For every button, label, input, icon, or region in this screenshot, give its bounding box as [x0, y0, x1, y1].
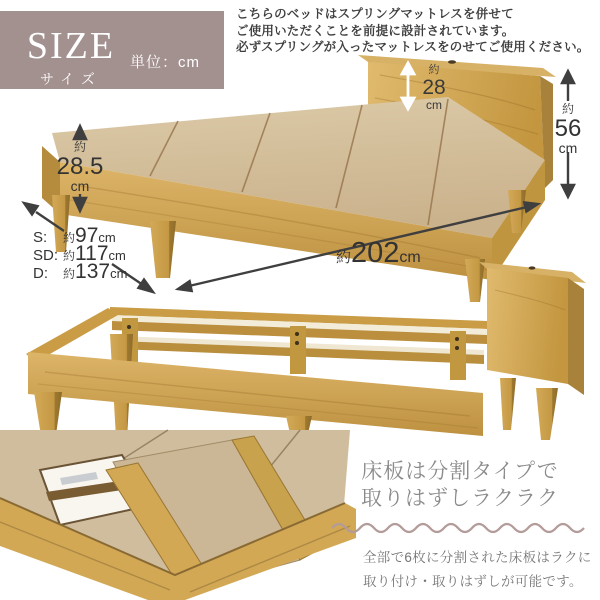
length-label: 約202cm — [336, 237, 421, 269]
width-row-single: S: 約97cm — [33, 224, 116, 247]
arrow-headboard-height — [402, 63, 414, 109]
size-header-box — [0, 11, 224, 89]
total-height-label: 約 56 cm — [554, 102, 582, 156]
floorboard-description-line: 取り付け・取りはずしが可能です。 — [363, 574, 583, 589]
floorboard-title-line: 取りはずしラクラク — [361, 486, 559, 510]
width-row-double: D: 約137cm — [33, 260, 128, 283]
usage-note — [236, 6, 596, 56]
width-labels — [33, 224, 128, 283]
width-row-semidouble: SD: 約117cm — [33, 242, 126, 265]
usage-note-line: ご使用いただくことを前提に設計されています。 — [236, 23, 515, 38]
floorboard-description — [363, 546, 595, 594]
size-title: SIZE — [26, 25, 116, 67]
floorboard-description-line: 全部で6枚に分割された床板はラクに — [363, 550, 592, 565]
wavy-divider — [332, 524, 584, 532]
usage-note-line: こちらのベッドはスプリングマットレスを併せて — [236, 7, 514, 21]
usage-note-line: 必ずスプリングが入ったマットレスをのせてご使用ください。 — [236, 40, 590, 54]
floorboard-title-line: 床板は分割タイプで — [361, 459, 559, 483]
floorboard-title — [330, 458, 590, 512]
frame-height-label: 約 28.5 cm — [56, 140, 104, 194]
size-subtitle: サイズ — [40, 71, 102, 87]
size-unit-label: 単位：cm — [130, 54, 200, 71]
headboard-height-label: 約 28 cm — [422, 64, 446, 112]
